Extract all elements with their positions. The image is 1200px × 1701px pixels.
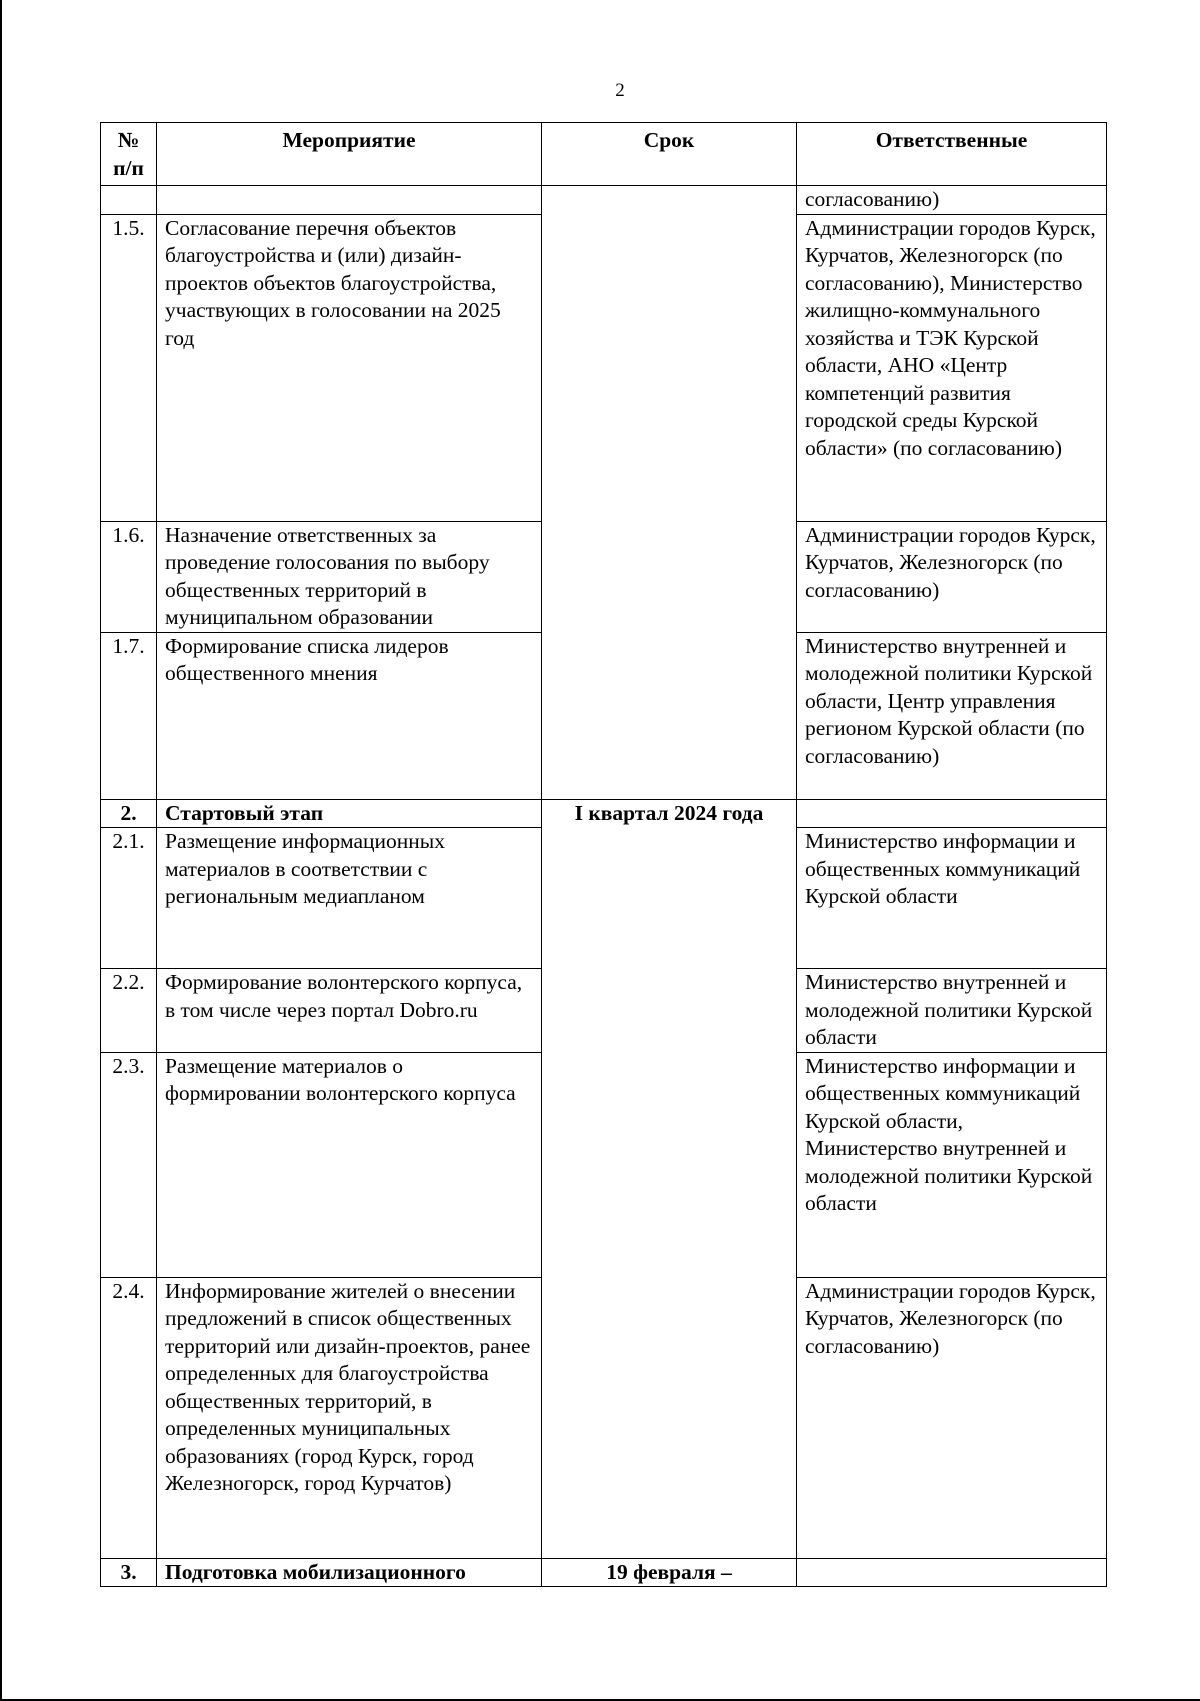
- header-responsible: Ответственные: [797, 123, 1107, 186]
- cell-responsible: [797, 799, 1107, 828]
- cell-responsible: Министерство информации и общественных коммуникаций Курской области: [797, 828, 1107, 969]
- cell-num: 2.2.: [101, 969, 157, 1053]
- cell-num: 1.6.: [101, 521, 157, 632]
- cell-responsible: Министерство внутренней и молодежной политики Курской области, Центр управления регионом Курской области (по согласованию): [797, 632, 1107, 799]
- cell-responsible: Министерство информации и общественных коммуникаций Курской области, Министерство внутренней и молодежной политики Курской области: [797, 1052, 1107, 1277]
- cell-event: Стартовый этап: [157, 799, 542, 828]
- cell-num: 3.: [101, 1558, 157, 1587]
- cell-event: Размещение материалов о формировании волонтерского корпуса: [157, 1052, 542, 1277]
- cell-responsible: Администрации городов Курск, Курчатов, Железногорск (по согласованию): [797, 1277, 1107, 1558]
- cell-num: 1.7.: [101, 632, 157, 799]
- cell-event: Назначение ответственных за проведение голосования по выбору общественных территорий в муниципальном образовании: [157, 521, 542, 632]
- cell-responsible: Министерство внутренней и молодежной политики Курской области: [797, 969, 1107, 1053]
- table-row-section: [101, 1558, 1107, 1587]
- page-number: 2: [615, 80, 625, 101]
- cell-responsible: согласованию): [797, 186, 1107, 215]
- cell-num: 2.: [101, 799, 157, 828]
- cell-num: 2.1.: [101, 828, 157, 969]
- header-term: Срок: [542, 123, 797, 186]
- cell-term-merged: [542, 186, 797, 800]
- cell-term: 19 февраля –: [542, 1558, 797, 1587]
- cell-responsible: Администрации городов Курск, Курчатов, Железногорск (по согласованию): [797, 521, 1107, 632]
- cell-responsible: Администрации городов Курск, Курчатов, Железногорск (по согласованию), Министерство жилищно-коммунального хозяйства и ТЭК Курской области, АНО «Центр компетенций развития городской среды Курской области» (по согласованию): [797, 214, 1107, 521]
- cell-event: Согласование перечня объектов благоустройства и (или) дизайн-проектов объектов благоустройства, участвующих в голосовании на 2025 год: [157, 214, 542, 521]
- table-row-continuation: [101, 186, 1107, 215]
- cell-event: Информирование жителей о внесении предложений в список общественных территорий или дизайн-проектов, ранее определенных для благоустройства общественных территорий, в определенных муниципальных образованиях (город Курск, город Железногорск, город Курчатов): [157, 1277, 542, 1558]
- cell-num: 1.5.: [101, 214, 157, 521]
- cell-event: [157, 186, 542, 215]
- table-header-row: [101, 123, 1107, 186]
- cell-event: Формирование волонтерского корпуса, в том числе через портал Dobro.ru: [157, 969, 542, 1053]
- cell-event: Формирование списка лидеров общественного мнения: [157, 632, 542, 799]
- table-row-section: [101, 799, 1107, 828]
- cell-term: I квартал 2024 года: [542, 799, 797, 1558]
- schedule-table: [100, 122, 1107, 1587]
- cell-num: 2.4.: [101, 1277, 157, 1558]
- scan-left-border: [0, 0, 2, 1701]
- cell-event: Подготовка мобилизационного: [157, 1558, 542, 1587]
- cell-responsible: [797, 1558, 1107, 1587]
- cell-num: [101, 186, 157, 215]
- header-num: № п/п: [101, 123, 157, 186]
- header-event: Мероприятие: [157, 123, 542, 186]
- cell-event: Размещение информационных материалов в соответствии с региональным медиапланом: [157, 828, 542, 969]
- cell-num: 2.3.: [101, 1052, 157, 1277]
